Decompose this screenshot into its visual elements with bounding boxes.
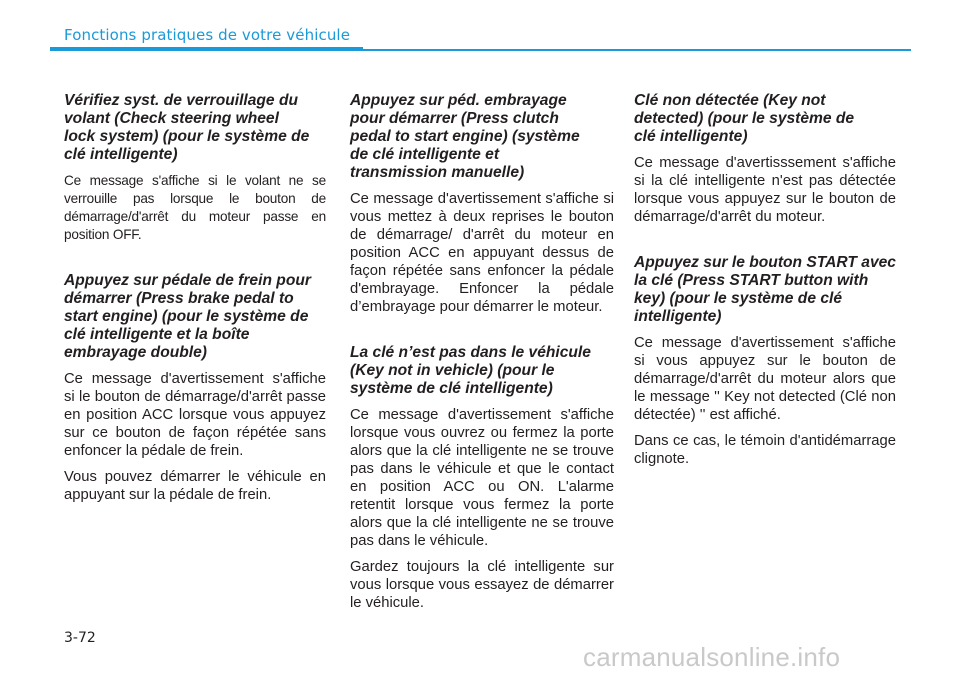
- column-2: [350, 92, 614, 620]
- key-not-detected-text: Ce message d'avertisssement s'affiche si la clé intelligente n'est pas détectée lorsque vous appuyez sur le bouton de démarrage/d'arrêt du moteur.: [634, 155, 896, 225]
- section-header-title: Fonctions pratiques de votre véhicule: [64, 26, 351, 44]
- header-rule-accent: [50, 47, 363, 51]
- header-rule-line: [363, 49, 911, 51]
- clutch-pedal-heading: Appuyez sur péd. embrayage pour démarrer (Press clutch pedal to start engine) (système de clé intelligente et transmission manuelle): [350, 92, 580, 181]
- press-start-heading: Appuyez sur le bouton START avec la clé (Press START button with key) (pour le système de clé intelligente): [634, 254, 896, 325]
- brake-pedal-text: Ce message d'avertissement s'affiche si le bouton de démarrage/d'arrêt passe en position ACC lorsque vous appuyez sur ce bouton de façon répétée sans enfoncer la pédale de frein.: [64, 371, 326, 459]
- key-not-detected-heading: Clé non détectée (Key not detected) (pour le système de clé intelligente): [634, 92, 855, 145]
- clutch-pedal-text: Ce message d'avertissement s'affiche si vous mettez à deux reprises le bouton de démarrage/ d'arrêt du moteur en position ACC en appuyant dessus de façon répétée sans enfoncer la pédale d'embrayage. Enfoncer la pédale d’embrayage pour démarrer le moteur.: [350, 191, 614, 315]
- press-start-text: Ce message d'avertissement s'affiche si vous appuyez sur le bouton de démarrage/d'arrêt du moteur alors que le message '' Key not detected (Clé non détectée) '' est affiché.: [634, 335, 896, 423]
- page-number: 3-72: [64, 630, 96, 646]
- brake-pedal-note: Vous pouvez démarrer le véhicule en appuyant sur la pédale de frein.: [64, 469, 326, 503]
- key-not-in-vehicle-text: Ce message d'avertissement s'affiche lorsque vous ouvrez ou fermez la porte alors que la clé intelligente ne se trouve pas dans le véhicule et que le contact en position ACC ou ON. L'alarme retentit lorsque vous fermez la porte alors que la clé intelligente ne se trouve pas dans le véhicule.: [350, 407, 614, 549]
- steering-lock-heading: Vérifiez syst. de verrouillage du volant (Check steering wheel lock system) (pour le système de clé intelligente): [64, 92, 310, 163]
- watermark: carmanualsonline.info: [583, 642, 841, 672]
- brake-pedal-heading: Appuyez sur pédale de frein pour démarrer (Press brake pedal to start engine) (pour le système de clé intelligente et la boîte embrayage double): [64, 272, 311, 361]
- key-not-in-vehicle-note: Gardez toujours la clé intelligente sur vous lorsque vous essayez de démarrer le véhicule.: [350, 559, 614, 611]
- press-start-note: Dans ce cas, le témoin d'antidémarrage clignote.: [634, 433, 896, 467]
- steering-lock-text: Ce message s'affiche si le volant ne se verrouille pas lorsque le bouton de démarrage/d'arrêt du moteur passe en position OFF.: [64, 173, 326, 242]
- key-not-in-vehicle-heading: La clé n’est pas dans le véhicule (Key not in vehicle) (pour le système de clé intelligente): [350, 344, 591, 397]
- column-1: [64, 92, 326, 512]
- column-3: [634, 92, 896, 476]
